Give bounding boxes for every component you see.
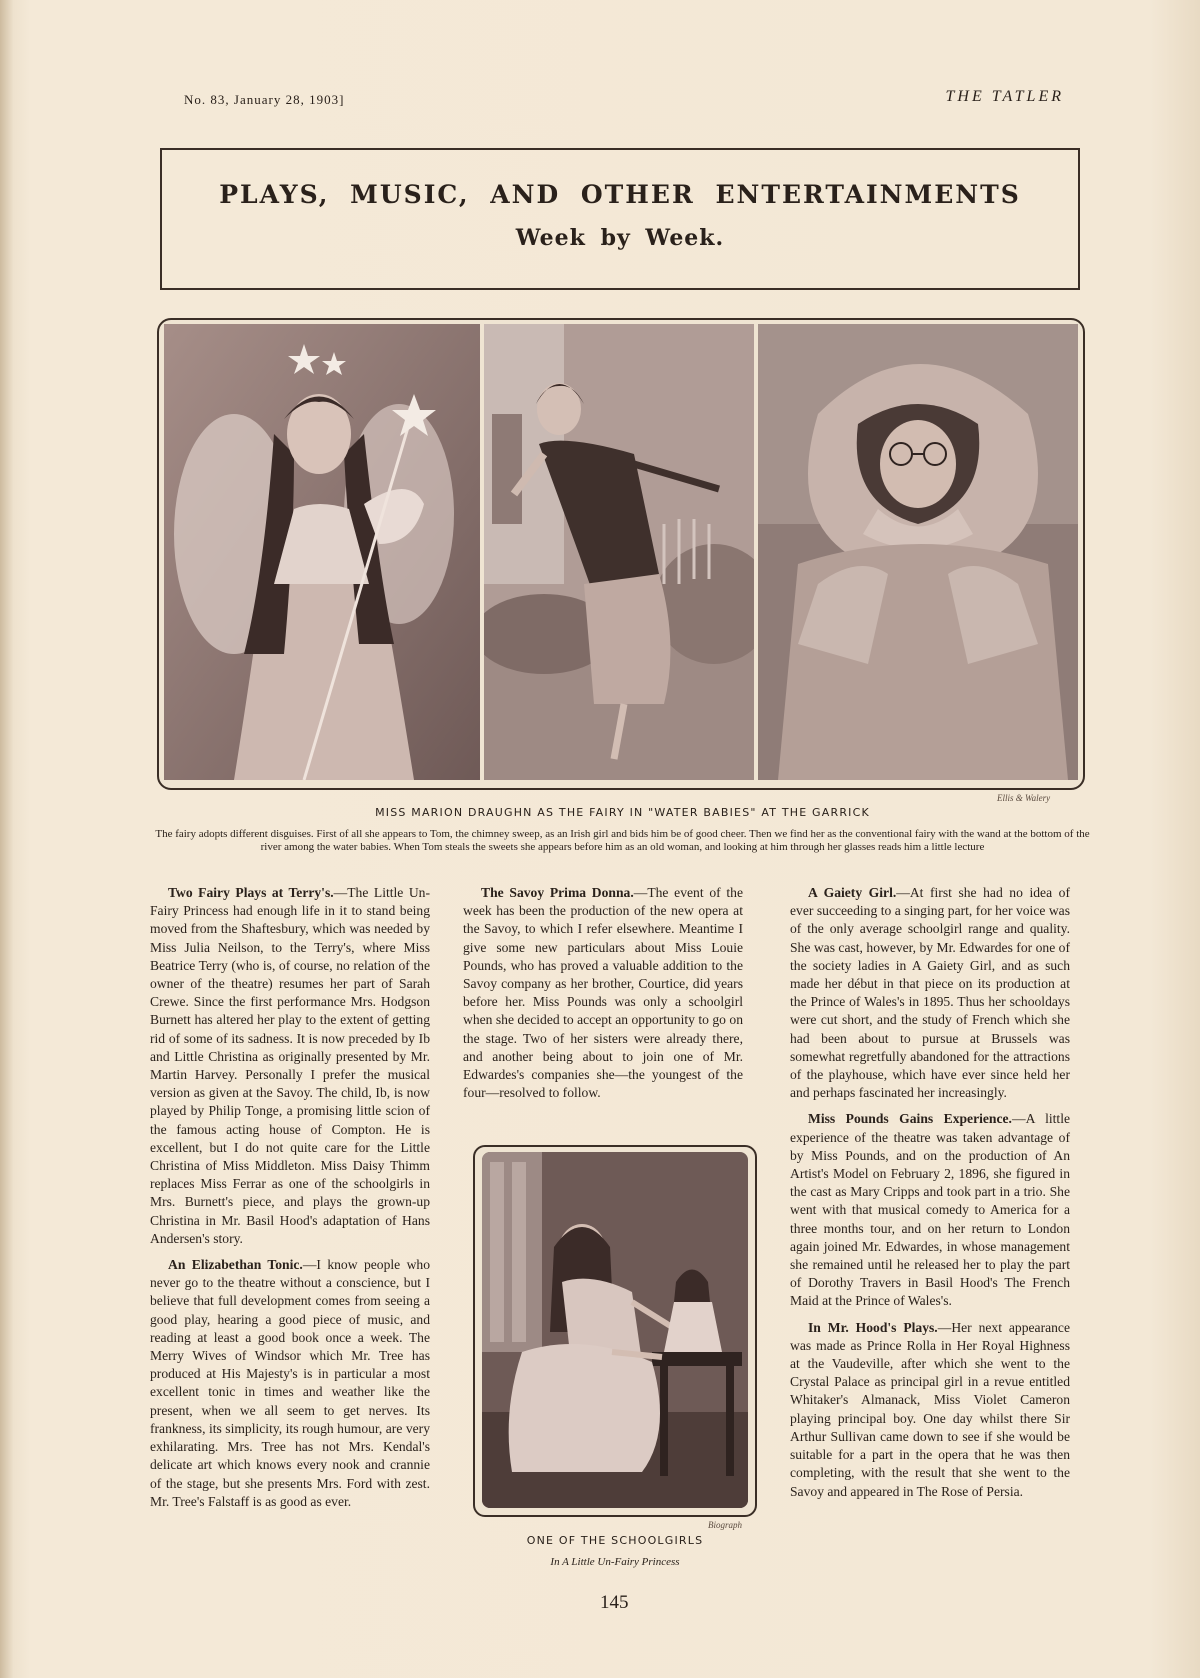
- photo-caption: MISS MARION DRAUGHN AS THE FAIRY IN "WATER BABIES" AT THE GARRICK: [375, 806, 870, 819]
- article-column-3: [790, 884, 1070, 1509]
- article-hoods-plays: [790, 1319, 1070, 1501]
- article-heading: A Gaiety Girl.: [808, 885, 897, 900]
- article-two-fairy-plays: [150, 884, 430, 1248]
- issue-header: No. 83, January 28, 1903]: [184, 92, 345, 107]
- publication-header: THE TATLER: [945, 88, 1064, 105]
- article-pounds-experience: [790, 1110, 1070, 1310]
- article-elizabethan-tonic: [150, 1256, 430, 1511]
- article-body: —Her next appearance was made as Prince Rolla in Her Royal Highness at the Vaudeville, after which she went to the Crystal Palace as principal girl in a revue entitled Whitaker's Almanack, Miss Violet Cameron playing principal boy. One day whilst there Sir Arthur Sullivan came down to see if she would be suitable for a part in the opera that he was then completing, with the result that she went to the Savoy and appeared in The Rose of Persia.: [790, 1319, 1071, 1499]
- photo-credit: Ellis & Walery: [997, 793, 1051, 803]
- article-body: —I know people who never go to the theatre without a conscience, but I believe that full development comes from seeing a good play, hearing a good piece of music, and reading at least a good book once a week. The Merry Wives of Windsor which Mr. Tree has produced at His Majesty's is in particular a most excellent tonic in times and weather like the present, when we all seem to get nerves. Its frankness, its simplicity, its rough humour, are very exhilarating. Mrs. Tree has not Mrs. Kendal's delicate art which knows every nook and crannie of the stage, but she presents Mrs. Ford with zest. Mr. Tree's Falstaff is as good as ever.: [150, 1257, 430, 1509]
- article-heading: An Elizabethan Tonic.: [168, 1257, 303, 1273]
- article-column-1: [150, 884, 430, 1519]
- title-box: [160, 148, 1080, 290]
- page-title: PLAYS, MUSIC, AND OTHER ENTERTAINMENTS: [219, 180, 1021, 209]
- article-heading: In Mr. Hood's Plays.: [808, 1319, 938, 1335]
- article-gaiety-girl: [790, 884, 1070, 1102]
- article-heading: Miss Pounds Gains Experience.: [808, 1111, 1012, 1127]
- schoolgirl-photo-credit: Biograph: [708, 1520, 743, 1530]
- photo-old-woman: [758, 324, 1078, 780]
- schoolgirl-caption: ONE OF THE SCHOOLGIRLS: [526, 1534, 704, 1547]
- photo-schoolgirl-with-doll: [482, 1152, 748, 1508]
- photo-description: The fairy adopts different disguises. First of all she appears to Tom, the chimney sweep, as an Irish girl and bids him be of good cheer. Then we find her as the conventional fairy with the wand at the bottom of the river among the water babies. When Tom steals the sweets she appears before him as an old woman, and looking at him through her glasses reads him a little lecture: [155, 828, 1090, 853]
- photo-irish-girl: [484, 324, 754, 780]
- article-body: —The Little Un-Fairy Princess had enough life in it to stand being moved from the Shaftesbury, which was needed by Miss Julia Neilson, to the Terry's, where Miss Beatrice Terry (who is, of course, no relation of the owner of the theatre) resumes her part of Sarah Crewe. Since the first performance Mrs. Hodgson Burnett has altered her play to the extent of getting rid of some of its sadness. It is now preceded by Ib and Little Christina as originally presented by Mr. Martin Harvey. Personally I prefer the musical version as given at the Savoy. The child, Ib, is now played by Philip Tonge, a promising little scion of the famous acting house of Compton. He is excellent, but I do not quite care for the Little Christina of Miss Middleton. Miss Daisy Thimm replaces Miss Ferrar as one of the schoolgirls in Mrs. Burnett's piece, and plays the grown-up Christina in Mr. Basil Hood's adaptation of Hans Andersen's story.: [150, 885, 430, 1246]
- article-body: —The event of the week has been the production of the new opera at the Savoy, to which I refer elsewhere. Meantime I give some new particulars about Miss Louie Pounds, who has proved a valuable addition to the Savoy company as her brother, Courtice, did years before her. Miss Pounds was only a schoolgirl when she decided to accept an opportunity to go on the stage. Two of her sisters were already there, and another being about to join one of Mr. Edwardes's companies she—the youngest of the four—resolved to follow.: [463, 885, 743, 1101]
- article-body: —At first she had no idea of ever succeeding to a singing part, for her voice was of the only average schoolgirl range and quality. She was cast, however, by Mr. Edwardes for one of the society ladies in A Gaiety Girl, and as such made her début in that piece on its production at the Prince of Wales's in 1895. Thus her schooldays were cut short, and the study of French which she had been about to pursue at Brussels was somewhat regretfully abandoned for the attractions of the playhouse, which have ever since held her and perhaps fascinated her increasingly.: [790, 885, 1070, 1101]
- schoolgirl-subcaption: In A Little Un-Fairy Princess: [550, 1556, 680, 1568]
- article-heading: The Savoy Prima Donna.: [481, 885, 634, 900]
- article-column-2: [463, 884, 743, 1110]
- page-number: 145: [600, 1592, 629, 1613]
- article-heading: Two Fairy Plays at Terry's.: [168, 885, 334, 900]
- photo-fairy-with-wand: [164, 324, 480, 780]
- article-body: —A little experience of the theatre was taken advantage of by Miss Pounds, and on the production of An Artist's Model on February 2, 1896, she figured in the cast as Mary Cripps and took part in a trio. She went with that musical comedy to America for a three months tour, and on her return to London again joined Mr. Edwardes, in whose management she remained until he released her to play the part of Dorothy Travers in Basil Hood's The French Maid at the Prince of Wales's.: [790, 1111, 1071, 1309]
- page-spine-shadow: [0, 0, 14, 1678]
- article-savoy-prima-donna: [463, 884, 743, 1102]
- page-subtitle: Week by Week.: [515, 225, 725, 251]
